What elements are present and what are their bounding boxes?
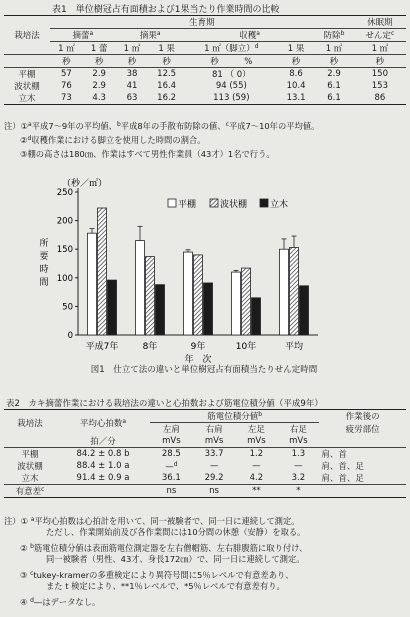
table-row: 平棚 84.2 ± 0.8 b 28.5 33.7 1.2 1.3 肩、首 [21, 449, 347, 460]
legend-swatch [210, 199, 218, 207]
table2-title: 表2 カキ摘蕾作業における栽培法の違いと心拍数および筋電位積分値（平成9年） [6, 399, 323, 409]
t1-unit: 1 果 [158, 44, 175, 54]
chart-x-tick-label: 8年 [142, 342, 158, 352]
t2-header-ls: 左肩 [162, 425, 180, 435]
t1-header-tekirai: 摘蕾$^a$ [50, 29, 116, 42]
chart-x-tick-label: 平成7年 [85, 342, 119, 352]
t1-unit-sec: 秒 [375, 57, 385, 67]
t1-header-dormant: 休眠期 [354, 16, 406, 29]
chart-y-tick-label: 50 [62, 302, 73, 313]
t2-note-4: ④ $^d$―はデータなし。 [20, 597, 101, 607]
t1-unit-sec: 秒 [329, 57, 339, 67]
chart-bar-hiradana [184, 252, 193, 335]
chart-bar-hiradana [232, 272, 241, 335]
t1-unit: 1 蕾 [90, 44, 108, 54]
t2-unit: mVs [204, 436, 224, 446]
t1-header-method: 栽培法 [14, 31, 40, 41]
t2-unit: 拍／分 [90, 437, 116, 447]
t1-note-2: ②$^d$収穫作業における脚立を使用した時間の割合。 [20, 135, 206, 145]
chart-ylabel-char: 所 [39, 239, 49, 249]
t2-note-3a: ③ $^c$tukey-kramerの多重検定により異符号間に5％レベルで有意差あり、 [20, 570, 294, 580]
chart-bar-hajo [98, 208, 107, 335]
t1-unit: 1 ㎡ [325, 44, 343, 54]
t2-note-3b: また t 検定により、**1％レベルで、*5％レベルで有意差有り。 [46, 581, 285, 591]
chart-bar-hiradana [280, 249, 289, 335]
t2-header-after: 作業後の [345, 412, 380, 423]
chart-ylabel-char: 時 [39, 265, 49, 275]
chart-bar-tachiki [204, 283, 213, 335]
chart-unit-label: （秒／㎡） [62, 179, 108, 189]
chart-x-tick-label: 10年 [235, 342, 257, 352]
chart-ylabel-char: 要 [39, 252, 49, 262]
chart-bar-tachiki [156, 285, 165, 335]
t2-unit: mVs [247, 436, 266, 446]
table-row: 波状棚 76 2.9 41 16.4 94 (55) 10.4 6.1 153 [14, 81, 388, 92]
chart-y-tick-label: 100 [56, 273, 73, 284]
table-row: 立木 73 4.3 63 16.2 113 (59) 13.1 6.1 86 [4, 92, 406, 105]
t2-header-rs: 右肩 [205, 425, 223, 435]
t2-note-1b: ただし、作業開始前及び各作業間には10分間の休憩（安静）を取る。 [46, 527, 306, 537]
table-row-significance: 有意差$^c$ ns ns ** * [4, 485, 406, 498]
table1 [4, 15, 406, 105]
t2-unit: mVs [289, 436, 308, 446]
t1-unit-sec: 秒 [162, 57, 171, 67]
legend-label: 立木 [270, 200, 289, 210]
t2-note-2b: 同一被験者（男性、43才、身長172㎝）で、同一日に連続して測定。 [46, 554, 305, 564]
chart-bar-hajo [290, 247, 299, 335]
t1-note-1: 注）①$^a$平成7～9年の平均値、$^b$平成8年の手散布防除の値、$^c$平成7～10年の平均値。 [4, 121, 320, 131]
t1-header-sentei: せん定$^c$ [354, 29, 406, 42]
t2-unit: mVs [162, 436, 181, 446]
chart-y-tick-label: 200 [56, 216, 73, 227]
t1-unit: 1 ㎡ [123, 44, 141, 54]
chart-bar-tachiki [300, 286, 309, 335]
chart-x-tick-label: 9年 [190, 342, 206, 352]
chart-bar-tachiki [108, 280, 117, 335]
t1-header-tekika: 摘果$^a$ [116, 29, 185, 42]
table1-title: 表1 単位樹冠占有面積および1果当たり作業時間の比較 [52, 5, 280, 15]
t2-header-ll: 左足 [247, 425, 265, 435]
legend-swatch [260, 199, 268, 207]
legend-swatch [168, 199, 176, 207]
table-row: 立木 91.4 ± 0.9 a 36.1 29.2 4.2 3.2 肩、首、足 [4, 472, 406, 485]
chart-bar-hiradana [88, 233, 97, 335]
t2-note-1a: 注）① $^a$平均心拍数は心拍計を用いて、同一被験者で、同一日に連続して測定。 [4, 516, 300, 526]
t1-unit: 1 ㎡ [371, 44, 389, 54]
figure1-caption: 図1 仕立て法の違いと単位樹冠占有面積当たりせん定時間 [90, 365, 318, 375]
t1-unit-sec: 秒 [127, 57, 137, 67]
table-row: 波状棚 88.4 ± 1.0 a —$^d$ — — — 肩、首、足 [17, 460, 364, 472]
t1-unit: 1 ㎡ [58, 44, 75, 54]
chart-x-tick-label: 平均 [284, 342, 304, 352]
t2-note-2a: ② $^b$筋電位積分値は表面筋電位測定器を左右僧帽筋、左右腓腹筋に取り付け、 [20, 543, 308, 553]
t2-header-emg: 筋電位積分値$^b$ [150, 410, 319, 423]
table-row: 平棚 57 2.9 38 12.5 81 （ 0） 8.6 2.9 150 [18, 69, 388, 80]
t1-header-growth: 生育期 [50, 16, 354, 29]
t1-unit-sec-pct: 秒 % [210, 57, 253, 67]
chart-bar-hiradana [136, 241, 145, 335]
t1-unit-sec: 秒 [62, 57, 71, 67]
legend-label: 波状棚 [220, 200, 248, 210]
t1-unit-sec: 秒 [94, 57, 104, 67]
t1-note-3: ③棚の高さは180㎝、作業はすべて男性作業員（43才）1名で行う。 [20, 149, 275, 159]
table2 [4, 409, 406, 498]
chart-bar-hajo [146, 257, 155, 335]
t1-unit-sec: 秒 [291, 57, 301, 67]
t1-header-shukaku: 収穫$^a$ [185, 29, 314, 42]
t1-unit: 1 ㎡（脚立）$^d$ [204, 43, 259, 54]
chart-y-tick-label: 250 [56, 188, 73, 198]
chart-bar-hajo [194, 255, 203, 335]
chart-y-tick-label: 150 [56, 245, 73, 256]
legend-label: 平棚 [178, 200, 197, 210]
t1-header-bojo: 防除$^b$ [314, 29, 353, 42]
chart-ylabel-char: 間 [39, 278, 49, 288]
chart-xlabel: 年 次 [184, 355, 212, 365]
figure1-chart [0, 170, 410, 380]
chart-bar-tachiki [252, 298, 261, 335]
t2-header-method: 栽培法 [17, 418, 43, 429]
chart-bar-hajo [242, 268, 251, 335]
t2-header-rl: 右足 [289, 425, 307, 435]
chart-y-tick-label: 0 [67, 331, 73, 341]
t1-unit: 1 果 [287, 44, 305, 54]
t2-header-hr: 平均心拍数$^a$ [79, 417, 127, 429]
t2-header-after2: 疲労部位 [345, 424, 380, 435]
